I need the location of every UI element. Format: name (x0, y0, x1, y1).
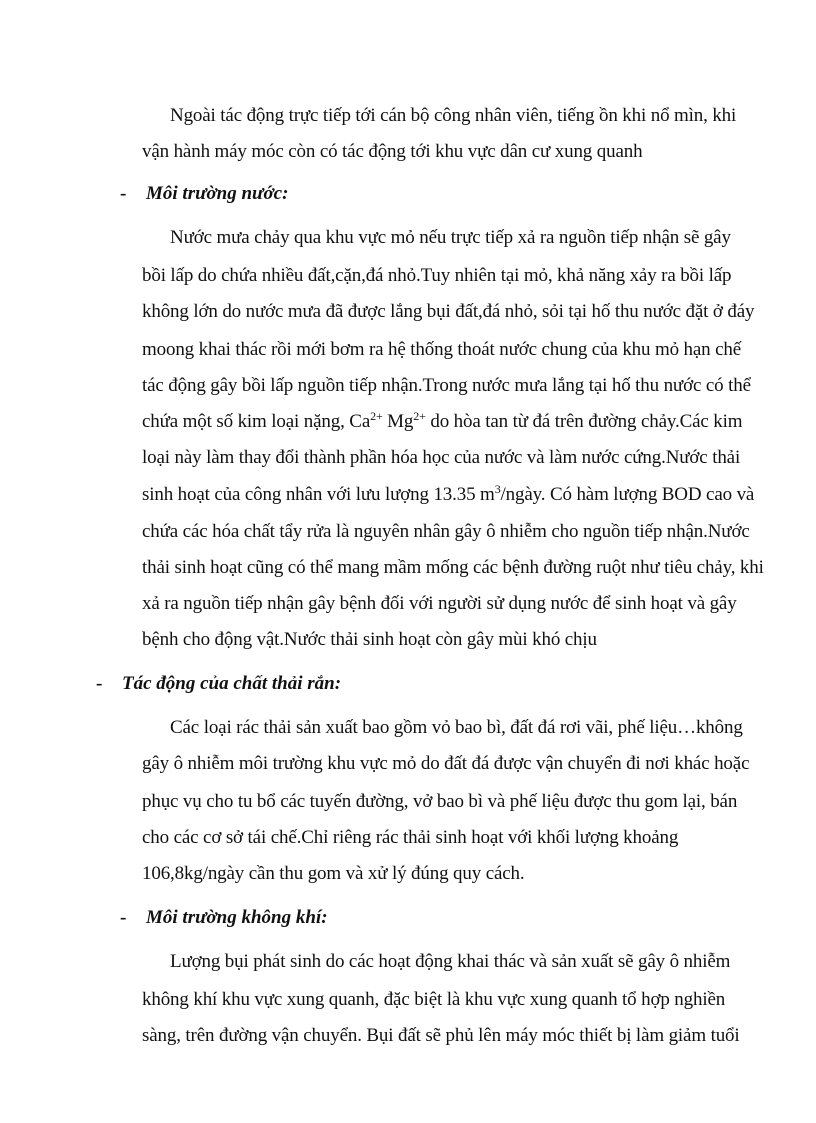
magnesium-charge: 2+ (413, 409, 426, 423)
solid-waste-line-3: phục vụ cho tu bổ các tuyến đường, vở bao bì và phế liệu được thu gom lại, bán (142, 791, 738, 812)
intro-line-1: Ngoài tác động trực tiếp tới cán bộ công nhân viên, tiếng ồn khi nổ mìn, khi (170, 105, 737, 126)
water-line-10: thải sinh hoạt cũng có thể mang mầm mống các bệnh đường ruột như tiêu chảy, khi (142, 557, 764, 578)
solid-waste-line-5: 106,8kg/ngày cần thu gom và xử lý đúng quy cách. (142, 863, 525, 884)
water-line-8-post: /ngày. Có hàm lượng BOD cao và (500, 484, 755, 505)
water-line-6-post: do hòa tan từ đá trên đường chảy.Các kim (425, 411, 743, 432)
air-line-3: sàng, trên đường vận chuyển. Bụi đất sẽ phủ lên máy móc thiết bị làm giảm tuổi (142, 1025, 740, 1046)
solid-waste-line-1: Các loại rác thải sản xuất bao gồm vỏ bao bì, đất đá rơi vãi, phế liệu…không (170, 717, 743, 738)
air-line-2: không khí khu vực xung quanh, đặc biệt là khu vực xung quanh tổ hợp nghiền (142, 989, 726, 1010)
solid-waste-bullet: - (96, 673, 103, 694)
water-line-1: Nước mưa chảy qua khu vực mỏ nếu trực tiếp xả ra nguồn tiếp nhận sẽ gây (170, 227, 731, 248)
air-line-1: Lượng bụi phát sinh do các hoạt động khai thác và sản xuất sẽ gây ô nhiễm (170, 951, 731, 972)
water-line-9: chứa các hóa chất tẩy rửa là nguyên nhân gây ô nhiễm cho nguồn tiếp nhận.Nước (142, 521, 750, 542)
water-line-5: tác động gây bồi lấp nguồn tiếp nhận.Trong nước mưa lắng tại hố thu nước có thể (142, 375, 751, 396)
cubic-exponent: 3 (494, 482, 501, 496)
water-line-11: xả ra nguồn tiếp nhận gây bệnh đối với người sử dụng nước để sinh hoạt và gây (142, 593, 737, 614)
air-heading: Môi trường không khí: (146, 907, 328, 928)
air-bullet: - (120, 907, 127, 928)
water-line-4: moong khai thác rồi mới bơm ra hệ thống thoát nước chung của khu mỏ hạn chế (142, 339, 742, 360)
calcium-charge: 2+ (370, 409, 383, 423)
water-line-6-pre: chứa một số kim loại nặng, Ca (142, 411, 371, 432)
intro-line-2: vận hành máy móc còn có tác động tới khu vực dân cư xung quanh (142, 141, 643, 162)
solid-waste-heading: Tác động của chất thải rắn: (122, 673, 342, 694)
water-heading: Môi trường nước: (146, 183, 289, 204)
water-line-6-mid: Mg (382, 411, 414, 432)
water-line-8 (142, 483, 754, 507)
water-line-7: loại này làm thay đổi thành phần hóa học của nước và làm nước cứng.Nước thải (142, 447, 741, 468)
water-line-8-pre: sinh hoạt của công nhân với lưu lượng 13.35 m (142, 484, 495, 505)
solid-waste-line-4: cho các cơ sở tái chế.Chỉ riêng rác thải sinh hoạt với khối lượng khoảng (142, 827, 679, 848)
water-line-12: bệnh cho động vật.Nước thải sinh hoạt còn gây mùi khó chịu (142, 629, 597, 650)
water-line-3: không lớn do nước mưa đã được lắng bụi đất,đá nhỏ, sỏi tại hố thu nước đặt ở đáy (142, 301, 755, 322)
water-line-2: bồi lấp do chứa nhiều đất,cặn,đá nhỏ.Tuy nhiên tại mỏ, khả năng xảy ra bồi lấp (142, 265, 732, 286)
solid-waste-line-2: gây ô nhiễm môi trường khu vực mỏ do đất đá được vận chuyển đi nơi khác hoặc (142, 753, 750, 774)
water-bullet: - (120, 183, 127, 204)
water-line-6 (142, 410, 742, 434)
